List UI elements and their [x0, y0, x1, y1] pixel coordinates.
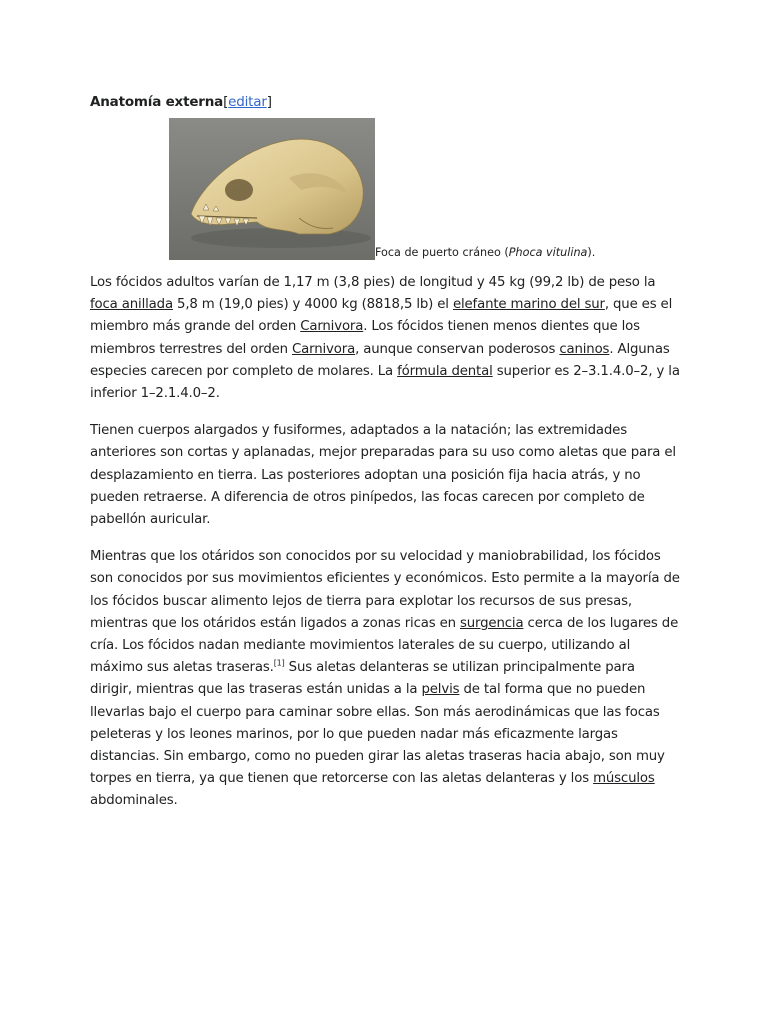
text: , aunque conservan poderosos: [355, 341, 560, 357]
section-heading: [90, 92, 680, 112]
section-title: Anatomía externa: [90, 94, 224, 110]
text: . Algunas especies carecen por completo de molares. La: [90, 341, 670, 379]
text: cerca de los lugares de cría. Los fócidos nadan mediante movimientos laterales de su cuerpo, utilizando al máximo sus aletas traseras.: [90, 615, 679, 676]
text: . Los fócidos tienen menos dientes que los miembros terrestres del orden: [90, 319, 640, 357]
text: abdominales.: [90, 793, 178, 809]
paragraph-size: [90, 272, 680, 405]
paragraph-locomotion: [90, 546, 680, 812]
skull-figure: [169, 118, 680, 260]
reference-1[interactable]: [1]: [273, 658, 285, 668]
link-carnivora-2[interactable]: Carnivora: [292, 341, 356, 357]
link-musculos[interactable]: músculos: [593, 771, 655, 787]
text: Los fócidos adultos varían de 1,17 m (3,8 pies) de longitud y 45 kg (99,2 lb) de peso la: [90, 275, 656, 290]
caption-end: ).: [587, 246, 596, 259]
link-carnivora[interactable]: Carnivora: [300, 319, 364, 335]
link-surgencia[interactable]: surgencia: [460, 615, 524, 631]
text: de tal forma que no pueden llevarlas bajo el cuerpo para caminar sobre ellas. Son más aerodinámicas que las focas peleteras y los leones marinos, por lo que pueden nadar más eficazmente largas distancias. Sin embargo, como no pueden girar las aletas traseras hacia abajo, son muy torpes en tierra, ya que tienen que retorcerse con las aletas delanteras y los: [90, 682, 665, 787]
link-formula-dental[interactable]: fórmula dental: [397, 363, 493, 379]
text: 5,8 m (19,0 pies) y 4000 kg (8818,5 lb) el: [172, 297, 453, 313]
text: , que es el miembro más grande del orden: [90, 297, 673, 335]
seal-skull-photo[interactable]: [169, 118, 375, 260]
figure-caption: [375, 246, 595, 260]
link-foca-anillada[interactable]: foca anillada: [90, 297, 173, 313]
edit-link[interactable]: editar: [228, 94, 267, 110]
text: Mientras que los otáridos son conocidos por su velocidad y maniobrabilidad, los fócidos son conocidos por sus movimientos eficientes y económicos. Esto permite a la mayoría de los fócidos buscar alimento lejos de tierra para explotar los recursos de sus presas, mientras que los otáridos están ligados a zonas ricas en: [90, 549, 680, 631]
link-elefante-marino[interactable]: elefante marino del sur: [452, 297, 605, 313]
paragraph-body-shape: Tienen cuerpos alargados y fusiformes, adaptados a la natación; las extremidades anteriores son cortas y aplanadas, mejor preparadas para su uso como aletas que para el desplazamiento en tierra. Las posteriores adoptan una posición fija hacia atrás, y no pueden retraerse. A diferencia de otros pinípedos, las focas carecen por completo de pabellón auricular.: [90, 423, 676, 528]
text: Sus aletas delanteras se utilizan principalmente para dirigir, mientras que las traseras están unidas a la: [90, 660, 635, 698]
edit-bracket-open: [: [223, 94, 229, 110]
link-pelvis[interactable]: pelvis: [421, 682, 460, 698]
edit-bracket-close: ]: [266, 94, 272, 110]
caption-text: Foca de puerto cráneo (: [375, 246, 509, 259]
link-caninos[interactable]: caninos: [559, 341, 610, 357]
text: superior es 2–3.1.4.0–2, y la inferior 1–2.1.4.0–2.: [90, 363, 680, 402]
article-content: [90, 92, 680, 813]
caption-species: Phoca vitulina: [508, 246, 588, 259]
